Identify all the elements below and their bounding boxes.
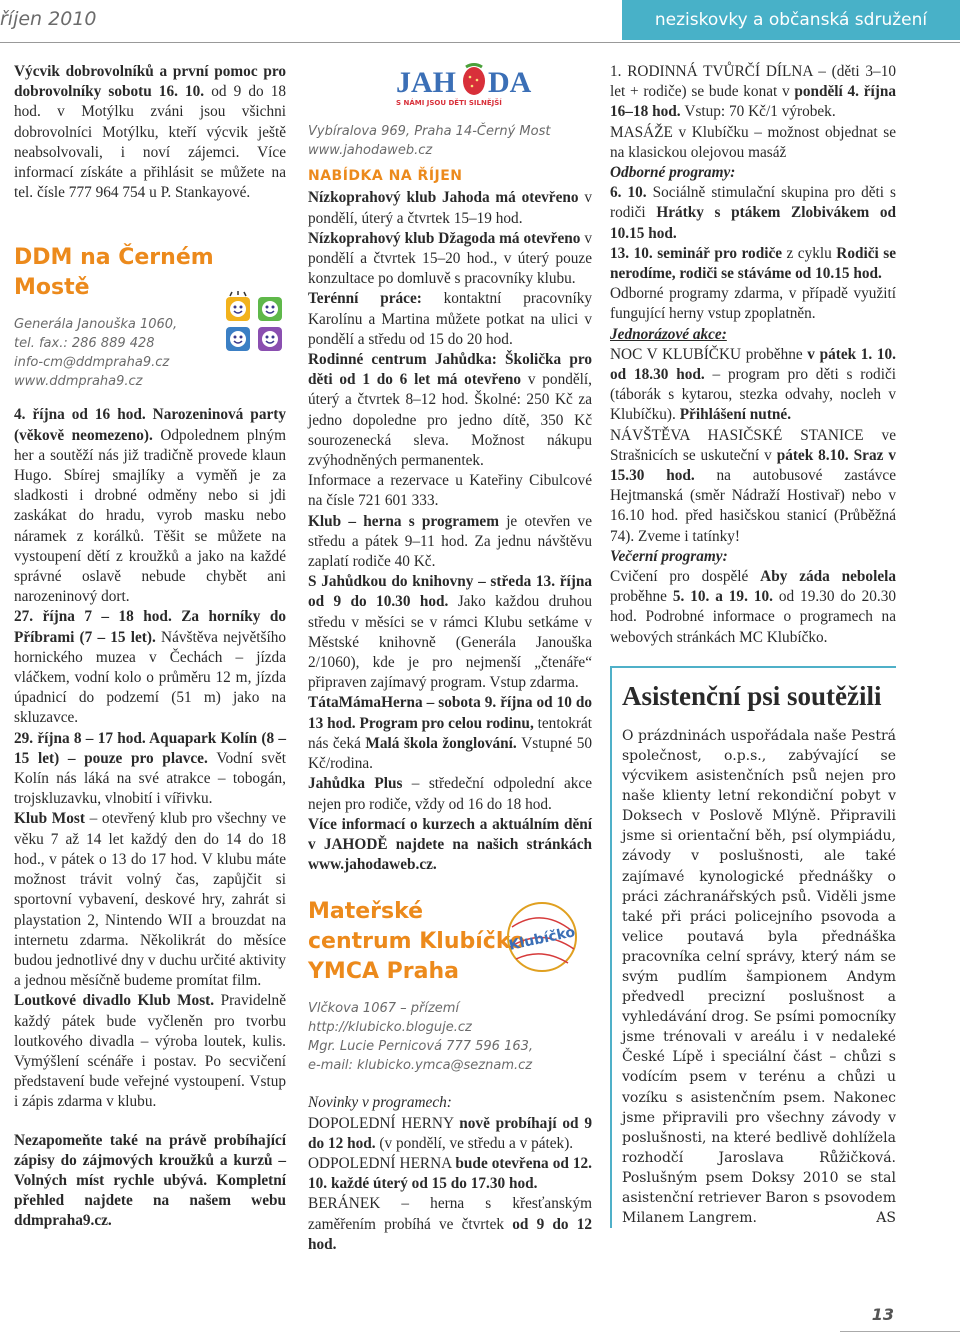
klubicko-section bbox=[308, 897, 592, 1255]
text-run: Večerní programy: bbox=[610, 547, 728, 565]
column-right bbox=[610, 62, 896, 1228]
text-run: NOC V KLUBÍČKU bbox=[610, 345, 746, 363]
text-run: (v pondělí, ve středu a v pátek). bbox=[379, 1134, 574, 1152]
klubicko-paragraph bbox=[308, 1154, 592, 1194]
text-run: Vodní svět Kolín nás láká na své atrakce – tobogán, trojskluzavku, vlnobití i vířivku. bbox=[14, 749, 286, 808]
text-run: NÁVŠTĚVA HASIČSKÉ STANICE bbox=[610, 426, 882, 444]
text-run: – (děti 3–10 let + rodiče) se bude konat v bbox=[610, 63, 896, 101]
klubicko-program-item bbox=[610, 426, 896, 547]
text-run: ODPOLEDNÍ HERNA bbox=[308, 1154, 456, 1172]
text-run: Jako každou druhou středu v měsíci se v rámci Klubu setkáme v Městské knihovně (Generála Janouška 2/1060), kde je pro nejmenší „čtenáře“ připraven zajímavý program. Vstup zdarma. bbox=[308, 593, 592, 692]
text-run: 5. 10. a 19. 10. bbox=[672, 588, 779, 606]
ddm-address bbox=[14, 315, 204, 391]
text-run: Odborné programy zdarma, v případě využití fungující herny vstup zpoplatněn. bbox=[610, 285, 896, 323]
ddm-paragraph bbox=[14, 729, 286, 810]
page-number: 13 bbox=[871, 1305, 894, 1324]
text-run: Pravidelně každý pátek bude vyčleněn pro tvorbu loutkového divadla – výroba loutek, kulis. Vymýšlení scénáře i postav. Po secvičení představení bude veřejné vystoupení. Vstup i zápis zdarma v klubu. bbox=[14, 992, 286, 1111]
dogs-article-body: O prázdninách uspořádala naše Pestrá společnost, o.p.s., zabývající se výcvikem asistenčních psů nejen pro naše klienty letní rekondiční pobyt v Doksech v Poslově Mlýně. Připravili jsme si orientační běh, psí olympiádu, závody v poslušnosti, ale také zajímavé kynologické přednášky o práci záchranářských psů. Viděli jsme také při práci policejního psovoda a velice poutavá byla přednáška pracovníka celní správy, který nám se svým pudlím šampionem Andym předvedl precizní poslušnost a vyhledávání drog. Se psími pomocníky jsme trénovali v areálu i v nedaleké České Lípě i speciální část – chůzi s vodícím psem v terénu a chůzi u vozíku s asistenčním psem. Nakonec jsme připravili pro všechny závody v poslušnosti, na které bedlivě dohlížela rozhodčí Jaroslava Růžičková. Poslušným psem Doksy 2010 se stal asistenční retriever Baron s psovodem Milanem Langrem. AS bbox=[622, 726, 896, 1228]
text-run: nově probíhají od 9 do 12 hod. bbox=[308, 1114, 593, 1152]
text-run: Hrátky s ptákem Zlobivákem od 10.15 hod. bbox=[610, 204, 896, 242]
jahoda-logo bbox=[394, 62, 594, 108]
text-run: pondělí 4. října 16–18 hod. bbox=[610, 83, 896, 121]
klubicko-program-item bbox=[610, 62, 896, 123]
jahoda-paragraph bbox=[308, 815, 592, 876]
text-run: v pondělí, úterý a čtvrtek 15–19 hod. bbox=[308, 189, 592, 227]
text-run: Více informací o kurzech a aktuálním dění v JAHODĚ najdete na našich stránkách www.jahodaweb.cz. bbox=[308, 815, 592, 874]
klubicko-address bbox=[308, 999, 592, 1075]
text-run: je otevřen ve středu a pátek 9–11 hod. Za jednu návštěvu zaplatí rodiče 40 Kč. bbox=[308, 512, 592, 571]
klubicko-web[interactable]: http://klubicko.bloguje.cz bbox=[308, 1020, 472, 1036]
intro-paragraph bbox=[14, 62, 286, 203]
text-run: Vstupné 50 Kč/rodina. bbox=[308, 734, 592, 773]
text-run: Rodiči se nerodíme, rodiči se stáváme od 10.15 hod. bbox=[610, 244, 896, 283]
jahoda-paragraph bbox=[308, 188, 592, 228]
text-run: v Klubíčku – možnost objednat se na klasickou olejovou masáž bbox=[610, 123, 896, 161]
text-run: kontaktní pracovníky Karolínu a Martina můžete potkat na ulici v pondělí a středu od 15 do 20 hod. bbox=[308, 290, 593, 348]
text-run: Informace a rezervace u Kateřiny Cibulcové na čísle 721 601 333. bbox=[308, 472, 592, 510]
text-run: 6. 10. bbox=[610, 184, 653, 202]
jahoda-address bbox=[308, 122, 592, 160]
svg-text:DA: DA bbox=[488, 66, 532, 99]
klubicko-program-item bbox=[610, 345, 896, 426]
text-run: 29. října 8 – 17 hod. Aquapark Kolín (8 – 15 let) – pouze pro plavce. bbox=[14, 729, 286, 767]
text-run: Terénní práce: bbox=[308, 290, 444, 308]
text-run: Aby záda nebolela bbox=[760, 568, 897, 586]
text-run: pátek 8.10. Sraz v 15.30 hod. bbox=[610, 446, 896, 485]
text-run: DOPOLEDNÍ HERNY bbox=[308, 1114, 460, 1132]
klubicko-title: Mateřské centrum Klubíčko YMCA Praha bbox=[308, 899, 525, 985]
column-left bbox=[14, 62, 286, 1232]
text-run: proběhne bbox=[610, 588, 673, 606]
text-run: Klub – herna s programem bbox=[308, 512, 507, 530]
text-run: – program pro děti s rodiči (táborák s kytarou, stezka odvahy, nocleh v Klubíčku). bbox=[610, 366, 896, 424]
jahoda-offer-heading: NABÍDKA NA ŘÍJEN bbox=[308, 168, 463, 185]
ddm-logo-icon bbox=[222, 291, 286, 355]
dogs-article-title: Asistenční psi soutěžili bbox=[622, 680, 882, 711]
jahoda-paragraph bbox=[308, 350, 592, 471]
jahoda-paragraph bbox=[308, 512, 592, 573]
text-run: Nízkoprahový klub Džagoda má otevřeno bbox=[308, 229, 585, 247]
text-run: BERÁNEK bbox=[308, 1195, 402, 1213]
text-run: tentokrát nás čeká bbox=[308, 714, 592, 752]
text-run: Jednorázové akce: bbox=[610, 325, 727, 343]
klubicko-contact: Mgr. Lucie Pernicová 777 596 163, bbox=[308, 1039, 534, 1055]
text-run: v pátek 1. 10. od 18.30 hod. bbox=[610, 345, 896, 384]
text-run: od 9 do 18 hod. v Motýlku zváni jsou všichni dobrovolníci Motýlku, kteří výcvik ještě neabsolvovali, i noví zájemci. Více informací získáte a přihlásit se můžete na tel. čísle 777 964 754 u P. Stankayové. bbox=[14, 83, 287, 202]
text-run: Vstup: 70 Kč/1 výrobek. bbox=[684, 103, 836, 121]
text-run: Klub Most bbox=[14, 810, 90, 828]
ddm-email[interactable]: info-cm@ddmpraha9.cz bbox=[14, 355, 170, 371]
dogs-article bbox=[610, 666, 896, 1228]
text-run: Odpolednem plným her a soutěží nás již tradičně provede klaun Hugo. Sbírej smajlíky a vyměň je za sladkosti i drobné odměny nebo si jdi zaskákat do hradu, vyrob masku nebo náramek z korálků. Těšit se můžete na vystoupení dětí z kroužků a jako na každé správné oslavě nebude chybět ani narozeninový dort. bbox=[14, 426, 286, 606]
text-run: na autobusové zastávce Hejtmanská (směr Nádraží Hostivař) nebo v 16.10 hod. před hasičskou stanicí (Průběžná 74). Zveme i tatínky! bbox=[610, 467, 896, 545]
text-run: 1. RODINNÁ TVŮRČÍ DÍLNA bbox=[610, 63, 819, 80]
ddm-title: DDM na Černém Mostě bbox=[14, 245, 214, 301]
text-run: Odborné programy: bbox=[610, 164, 736, 182]
header-divider bbox=[0, 42, 960, 43]
text-run: MASÁŽE bbox=[610, 123, 679, 141]
ddm-closing: Nezapomeňte také na právě probíhající zápisy do zájmových kroužků a kurzů – Volných míst rychle ubývá. Kompletní přehled najdete na našem webu ddmpraha9.cz. bbox=[14, 1131, 286, 1230]
text-run: v pondělí, úterý a čtvrtek 8–12 hod. Školné: 250 Kč za jedno dopoledne pro jedno dítě, 350 Kč sourozenecká sleva. Možnost nákupu zvýhodněných permanentek. bbox=[308, 371, 592, 470]
text-run: Nízkoprahový klub Jahoda má otevřeno bbox=[308, 189, 585, 207]
klubicko-program-item bbox=[610, 244, 896, 284]
svg-text:S NÁMI JSOU DĚTI SILNĚJŠÍ: S NÁMI JSOU DĚTI SILNĚJŠÍ bbox=[396, 99, 502, 107]
jahoda-paragraph bbox=[308, 471, 592, 511]
klubicko-paragraph bbox=[308, 1194, 592, 1255]
text-run: Výcvik dobrovolníků a první pomoc pro dobrovolníky sobotu 16. 10. bbox=[14, 63, 286, 101]
text-run: Sociálně stimulační skupina pro děti s rodiči bbox=[610, 184, 897, 222]
text-run: z cyklu bbox=[786, 244, 837, 262]
klubicko-program-item bbox=[610, 567, 896, 648]
text-run: TátaMámaHerna – sobota 9. října od 10 do 13 hod. Program pro celou rodinu, bbox=[308, 694, 592, 732]
text-run: – herna s křesťanským zaměřením probíhá ve čtvrtek bbox=[308, 1195, 593, 1233]
klubicko-email[interactable]: e-mail: klubicko.ymca@seznam.cz bbox=[308, 1058, 533, 1074]
klubicko-logo bbox=[496, 897, 588, 977]
klubicko-program-item bbox=[610, 123, 896, 163]
ddm-paragraph bbox=[14, 405, 286, 607]
ddm-paragraph bbox=[14, 607, 286, 728]
ddm-paragraph bbox=[14, 809, 286, 991]
section-banner: neziskovky a občanská sdružení bbox=[622, 0, 960, 40]
ddm-web[interactable]: www.ddmpraha9.cz bbox=[14, 374, 143, 390]
text-run: ve Strašnicích se uskuteční v bbox=[610, 426, 896, 464]
jahoda-web[interactable]: www.jahodaweb.cz bbox=[308, 143, 433, 159]
text-run: Přihlášení nutné. bbox=[679, 406, 792, 424]
klubicko-program-heading bbox=[610, 163, 896, 183]
ddm-phone: tel. fax.: 286 889 428 bbox=[14, 336, 155, 352]
ddm-paragraph bbox=[14, 991, 286, 1112]
text-run: Návštěva největšího hornického muzea v Čechách – jízda vláčkem, vodní kolo o průměru 12 m, jízda úpadnicí do podzemí (51 m) jako na skluzavce. bbox=[14, 628, 286, 727]
ddm-section bbox=[14, 243, 286, 391]
klubicko-news-label: Novinky v programech: bbox=[308, 1094, 452, 1112]
issue-date: říjen 2010 bbox=[0, 8, 97, 30]
jahoda-paragraph bbox=[308, 693, 592, 774]
klubicko-program-item bbox=[610, 183, 896, 244]
text-run: S Jahůdkou do knihovny – středa 13. října od 9 do 10.30 hod. bbox=[308, 573, 592, 611]
klubicko-program-heading bbox=[610, 325, 896, 345]
klubicko-paragraph bbox=[308, 1114, 592, 1154]
klubicko-street: Vlčkova 1067 – přízemí bbox=[308, 1001, 460, 1017]
text-run: Rodinné centrum Jahůdka: Školička pro děti od 1 do 6 let má otevřeno bbox=[308, 351, 592, 389]
jahoda-paragraph bbox=[308, 229, 592, 290]
svg-text:JAH: JAH bbox=[396, 66, 456, 99]
text-run: proběhne bbox=[745, 345, 808, 363]
text-run: Jahůdka Plus bbox=[308, 775, 412, 793]
text-run: od 19.30 do 20.30 hod. Podrobné informace o programech na webových stránkách MC Klubíčko. bbox=[610, 588, 896, 646]
svg-text:Klubíčko: Klubíčko bbox=[507, 924, 577, 955]
text-run: 13. 10. seminář pro rodiče bbox=[610, 244, 787, 262]
ddm-address-line: Generála Janouška 1060, bbox=[14, 317, 178, 333]
dogs-article-signature: AS bbox=[876, 1210, 896, 1227]
text-run: Cvičení pro dospělé bbox=[610, 568, 761, 586]
klubicko-program-item bbox=[610, 284, 896, 324]
text-run: Malá škola žonglování. bbox=[365, 734, 522, 752]
text-run: v pondělí a čtvrtek 15–20 hod., v úterý pouze konzultace po domluvě s pracovníky klubu. bbox=[308, 229, 592, 288]
jahoda-paragraph bbox=[308, 289, 592, 350]
text-run: bude otevřena od 12. 10. bbox=[308, 1154, 592, 1193]
klubicko-program-heading bbox=[610, 547, 896, 567]
text-run: – středeční odpolední akce nejen pro rodiče, vždy od 16 do 18 hod. bbox=[308, 775, 592, 813]
jahoda-street: Vybíralova 969, Praha 14-Černý Most bbox=[308, 124, 551, 140]
text-run: 27. října 7 – 18 hod. Za horníky do Příbrami (7 – 15 let). bbox=[14, 608, 286, 646]
text-run: od 9 do 12 hod. bbox=[308, 1215, 592, 1253]
text-run: Loutkové divadlo Klub Most. bbox=[14, 992, 221, 1010]
text-run: – otevřený klub pro všechny ve věku 7 až 14 let každý den do 14 do 18 hod., v pátek o 13 do 17 hod. V klubu máte možnost trávit volný čas, zapůjčit si sportovní vybavení, deskové hry, zahrát si playstation 2, Nintendo WII a brouzdat na internetu zdarma. Několikrát do měsíce budou jednotlivé dny v duchu určité aktivity a jednou měsíčně budeme promítat film. bbox=[14, 810, 287, 990]
text-run: 4. října od 16 hod. Narozeninová party (věkově neomezeno). bbox=[14, 406, 286, 444]
jahoda-paragraph bbox=[308, 572, 592, 693]
text-run: každé úterý od 15 do 17.30 hod. bbox=[330, 1175, 538, 1193]
column-middle bbox=[308, 62, 592, 1255]
jahoda-paragraph bbox=[308, 774, 592, 814]
